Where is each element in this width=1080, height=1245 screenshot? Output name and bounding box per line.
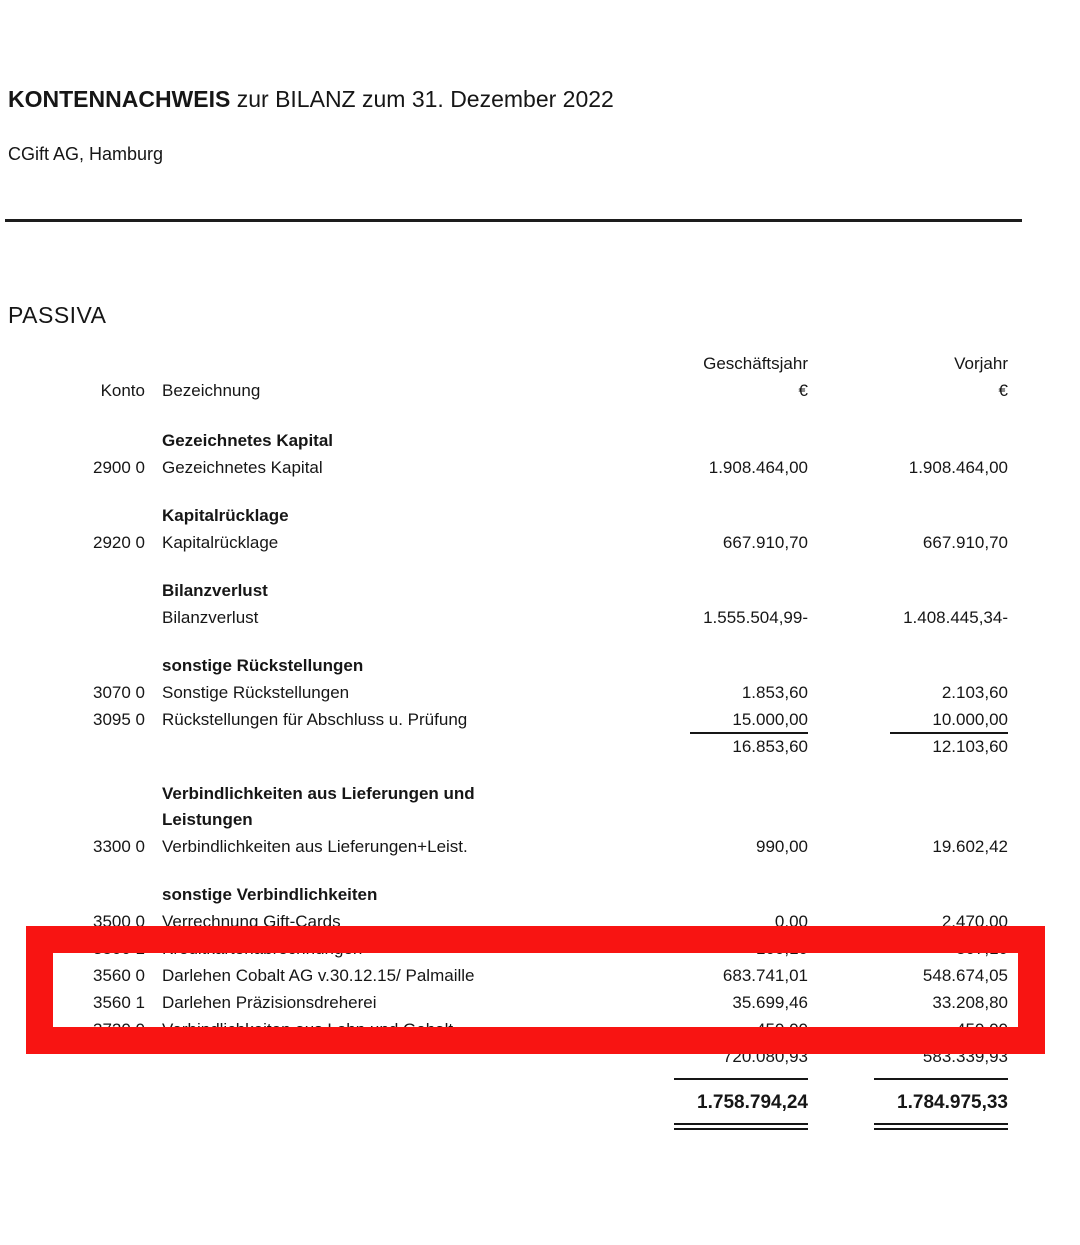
section-heading-label: Kapitalrücklage [162,506,289,525]
passiva-heading: PASSIVA [8,302,107,328]
section-heading-row [78,502,1008,529]
geschaeftsjahr-cell [640,652,808,679]
amount-value: 1.555.504,99- [703,608,808,627]
geschaeftsjahr-cell [640,577,808,604]
table-row [78,529,1008,556]
col-header-konto: Konto [100,381,145,400]
bezeichnung-cell: Verbindlichkeiten aus Lieferungen+Leist. [162,837,468,856]
amount-value: 1.908.464,00 [908,458,1008,477]
geschaeftsjahr-cell [640,881,808,908]
konto-cell: 3500 1 [93,939,145,958]
section-heading-label: Leistungen [162,810,253,829]
section-gap [78,860,1008,881]
konto-cell: 3720 0 [93,1020,145,1039]
single-rule [874,1078,1008,1080]
subtotal-geschaeftsjahr: 16.853,60 [732,737,808,756]
konto-cell [78,652,145,679]
geschaeftsjahr-cell [640,706,808,734]
col-header-currency-vj: € [998,381,1008,400]
amount-value: 450,00 [756,1020,808,1039]
section-heading-row [78,427,1008,454]
geschaeftsjahr-cell [640,604,808,631]
subtotal-row [78,733,1008,760]
konto-cell: 2900 0 [93,458,145,477]
section-gap [78,631,1008,652]
bezeichnung-cell [145,733,640,760]
subtotal-vorjahr: 12.103,60 [932,737,1008,756]
document-title-rest: zur BILANZ zum 31. Dezember 2022 [230,86,614,112]
bezeichnung-cell: Darlehen Cobalt AG v.30.12.15/ Palmaille [162,966,475,985]
konto-cell [78,781,145,806]
konto-cell: 3560 0 [93,966,145,985]
bezeichnung-cell: Kapitalrücklage [162,533,279,552]
konto-cell: 3560 1 [93,993,145,1012]
amount-value: 450,00 [956,1020,1008,1039]
col-header-vorjahr: Vorjahr [954,354,1008,373]
amount-value: 2.470,00 [941,912,1008,931]
single-rule [674,1078,808,1080]
amount-value: 667.910,70 [922,533,1008,552]
red-highlight-annotation [26,926,1045,1054]
amount-value: 19.602,42 [932,837,1008,856]
section-heading-label: Bilanzverlust [162,581,268,600]
total-double-underline-row [78,1118,1008,1134]
amount-value: 2.103,60 [941,683,1008,702]
konto-cell [78,604,145,631]
konto-cell [78,733,145,760]
geschaeftsjahr-cell [640,502,808,529]
konto-cell [78,502,145,529]
amount-value: 100,10 [756,939,808,958]
bezeichnung-cell: Gezeichnetes Kapital [162,458,323,477]
bezeichnung-cell [145,1070,640,1082]
geschaeftsjahr-cell [640,1070,808,1082]
vorjahr-cell [808,529,1008,556]
amount-value: 15.000,00 [690,709,808,734]
vorjahr-cell [808,806,1008,833]
geschaeftsjahr-cell [640,1118,808,1134]
bezeichnung-cell [145,1088,640,1118]
geschaeftsjahr-cell [640,679,808,706]
table-row [78,706,1008,733]
table-header-label-row [78,377,1008,404]
amount-value: 807,10 [956,939,1008,958]
section-gap [78,760,1008,781]
geschaeftsjahr-cell [640,529,808,556]
section-heading-label: sonstige Verbindlichkeiten [162,885,378,904]
konto-cell: 3070 0 [93,683,145,702]
table-row [78,454,1008,481]
geschaeftsjahr-cell [640,454,808,481]
konto-cell [78,881,145,908]
subtotal-geschaeftsjahr: 720.080,93 [722,1047,808,1066]
table-row [78,679,1008,706]
section-heading-row [78,881,1008,908]
vorjahr-cell [808,833,1008,860]
section-heading-label: Gezeichnetes Kapital [162,431,334,450]
vorjahr-cell [808,604,1008,631]
konto-cell [78,1118,145,1134]
document-title-bold: KONTENNACHWEIS [8,86,231,112]
konto-cell: 2920 0 [93,533,145,552]
amount-value: 683.741,01 [722,966,808,985]
vorjahr-cell [808,706,1008,734]
bezeichnung-cell: Verrechnung Gift-Cards [162,912,341,931]
section-heading-row [78,806,1008,833]
subtotal-vorjahr: 583.339,93 [922,1047,1008,1066]
section-heading-row [78,577,1008,604]
header-divider-rule [5,219,1022,222]
amount-value: 10.000,00 [890,709,1008,734]
vorjahr-cell [808,454,1008,481]
amount-value: 0,00 [774,912,808,931]
bezeichnung-cell: Rückstellungen für Abschluss u. Prüfung [162,710,468,729]
amount-value: 548.674,05 [922,966,1008,985]
amount-value: 35.699,46 [732,993,808,1012]
bezeichnung-cell: Verbindlichkeiten aus Lohn und Gehalt [162,1020,454,1039]
double-rule [874,1123,1008,1130]
amount-value: 33.208,80 [932,993,1008,1012]
double-rule [674,1123,808,1130]
section-heading-row [78,781,1008,806]
geschaeftsjahr-cell [640,427,808,454]
vorjahr-cell [808,781,1008,806]
bezeichnung-cell: Kreditkartenabrechnungen [162,939,363,958]
table-header-year-row [78,350,1008,377]
konto-cell: 3300 0 [93,837,145,856]
geschaeftsjahr-cell [640,781,808,806]
vorjahr-cell [808,1070,1008,1082]
vorjahr-cell [808,881,1008,908]
vorjahr-cell [808,1118,1008,1134]
konto-cell [78,577,145,604]
konto-cell: 3500 0 [93,912,145,931]
vorjahr-cell [808,679,1008,706]
section-gap [78,481,1008,502]
amount-value: 1.408.445,34- [903,608,1008,627]
table-row [78,604,1008,631]
vorjahr-cell [808,577,1008,604]
company-name: CGift AG, Hamburg [8,144,164,164]
vorjahr-cell [808,502,1008,529]
bezeichnung-cell: Darlehen Präzisionsdreherei [162,993,377,1012]
geschaeftsjahr-cell [640,806,808,833]
bezeichnung-cell [145,1118,640,1134]
total-vorjahr: 1.784.975,33 [897,1092,1008,1113]
section-gap [78,556,1008,577]
document-title [8,86,614,113]
konto-cell: 3095 0 [93,710,145,729]
konto-cell [78,806,145,833]
table-row [78,833,1008,860]
total-geschaeftsjahr: 1.758.794,24 [697,1092,808,1113]
konto-cell [78,1070,145,1082]
section-heading-label: Verbindlichkeiten aus Lieferungen und [162,784,475,803]
geschaeftsjahr-cell [640,833,808,860]
amount-value: 1.853,60 [741,683,808,702]
col-header-bezeichnung: Bezeichnung [162,381,261,400]
amount-value: 990,00 [756,837,808,856]
konto-cell [78,427,145,454]
total-row [78,1088,1008,1118]
amount-value: 667.910,70 [722,533,808,552]
col-header-geschaeftsjahr: Geschäftsjahr [703,354,808,373]
konto-cell [78,1088,145,1118]
col-header-currency-gj: € [798,381,808,400]
header-body-gap [78,404,1008,427]
section-heading-label: sonstige Rückstellungen [162,656,364,675]
vorjahr-cell [808,427,1008,454]
bezeichnung-cell: Bilanzverlust [162,608,259,627]
total-overline-row [78,1070,1008,1082]
vorjahr-cell [808,652,1008,679]
bezeichnung-cell: Sonstige Rückstellungen [162,683,350,702]
amount-value: 1.908.464,00 [708,458,808,477]
section-heading-row [78,652,1008,679]
